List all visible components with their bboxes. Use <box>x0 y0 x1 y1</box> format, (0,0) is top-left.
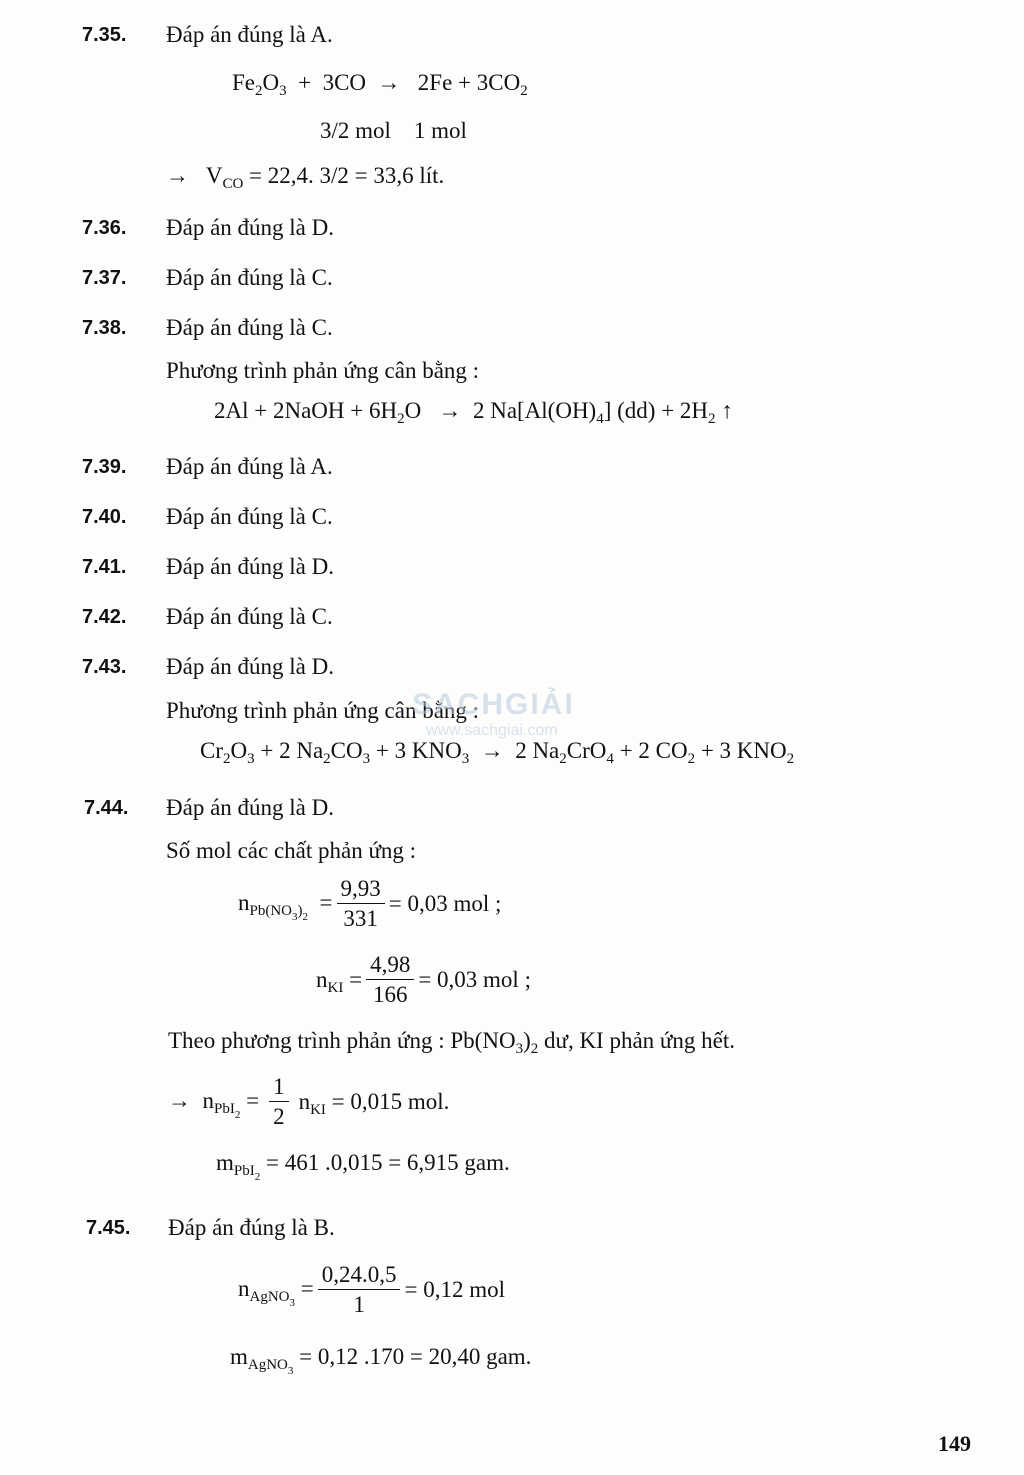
n-pbno32-line: $n_{Pb(NO_3)_2}$ = $\frac{9,93}{331}$ = 0,03 mol ; <box>238 876 502 932</box>
answer-text: Đáp án đúng là C. <box>166 504 333 529</box>
mol-line: 3/2 mol 1 mol <box>320 118 467 143</box>
equation-fe2o3-co: $Fe_2O_3 + 3CO \to 2Fe + 3CO_2$ <box>232 70 528 99</box>
answer-text: Đáp án đúng là A. <box>166 22 333 47</box>
m-agno3-line: $m_{AgNO_3} = 0,12$ .170 = 20,40 gam. <box>230 1344 532 1377</box>
pb-denominator: 331 <box>343 906 378 932</box>
ki-denominator: 166 <box>372 982 408 1008</box>
item-number: 7.39. <box>82 456 127 478</box>
m-pbi2-line: $m_{PbI_2} = 461$ .0,015 = 6,915 gam. <box>216 1150 510 1183</box>
answer-text: Đáp án đúng là D. <box>166 795 334 820</box>
item-number: 7.36. <box>82 217 127 239</box>
item-number: 7.44. <box>84 797 129 819</box>
item-number: 7.41. <box>82 556 127 578</box>
watermark <box>412 688 575 740</box>
answer-text: Đáp án đúng là C. <box>166 265 333 290</box>
ki-numerator: 4,98 <box>366 952 414 980</box>
answer-text: Đáp án đúng là D. <box>166 654 334 679</box>
agno3-denominator: 1 <box>353 1292 365 1318</box>
equation-intro: Phương trình phản ứng cân bằng : <box>166 358 480 383</box>
equation-cr2o3: $Cr_2O_3 + 2$ $Na_2CO_3 + 3$ $KNO_3 \to 2$ $Na_2CrO_4 + 2$ $CO_2 + 3$ $KNO_2$ <box>200 738 795 767</box>
answer-text: Đáp án đúng là D. <box>166 215 334 240</box>
theo-text-a: Theo phương trình phản ứng : Pb(NO <box>168 1028 516 1053</box>
pb-numerator: 9,93 <box>337 876 385 904</box>
item-number: 7.42. <box>82 606 127 628</box>
equation-intro: Phương trình phản ứng cân bằng : <box>166 698 480 723</box>
item-number: 7.37. <box>82 267 127 289</box>
theo-text-b: dư, KI phản ứng hết. <box>538 1028 735 1053</box>
answer-text: Đáp án đúng là D. <box>166 554 334 579</box>
item-number: 7.43. <box>82 656 127 678</box>
pbi2-result: = 0,015 mol. <box>331 1088 450 1114</box>
watermark-url: www.sachgiai.com <box>426 722 558 739</box>
equation-al-naoh: 2Al + 2NaOH + $6H_2O \to 2$ $Na[Al(OH)_4] (dd) + 2H_2$ ↑ <box>214 398 733 427</box>
n-agno3-line: $n_{AgNO_3}$ = $\frac{0,24.0,5}{1}$ = 0,12 mol <box>238 1262 505 1318</box>
answer-text: Đáp án đúng là A. <box>166 454 333 479</box>
agno3-numerator: 0,24.0,5 <box>318 1262 401 1290</box>
item-number: 7.38. <box>82 317 127 339</box>
m-pbi2-result: = 461 .0,015 = 6,915 gam. <box>265 1150 510 1175</box>
answer-text: Đáp án đúng là C. <box>166 604 333 629</box>
m-agno3-result: = 0,12 .170 = 20,40 gam. <box>299 1344 532 1369</box>
n-pbi2-line: → $n_{PbI_2}$ = $\frac{1}{2}$ $n_{KI} = 0,015$ mol. <box>168 1074 450 1130</box>
item-number: 7.40. <box>82 506 127 528</box>
answer-text: Đáp án đúng là C. <box>166 315 333 340</box>
theo-line: Theo phương trình phản ứng : $Pb(NO_3)_2$ dư, KI phản ứng hết. <box>168 1028 735 1057</box>
item-number: 7.35. <box>82 24 127 46</box>
half-numerator: 1 <box>269 1074 289 1102</box>
mol-intro: Số mol các chất phản ứng : <box>166 838 417 863</box>
n-ki-line: $n_{KI}$ = $\frac{4,98}{166}$ = 0,03 mol ; <box>316 952 531 1008</box>
pb-result: = 0,03 mol ; <box>388 890 502 916</box>
watermark-logo: SACHGIẢI <box>412 688 575 721</box>
answer-text: Đáp án đúng là B. <box>168 1215 335 1240</box>
page-number: 149 <box>938 1431 971 1456</box>
v-co-line: → $V_{CO} = 22,4$. 3/2 = 33,6 lít. <box>166 163 445 192</box>
agno3-n-result: = 0,12 mol <box>404 1276 505 1302</box>
ki-result: = 0,03 mol ; <box>418 966 531 992</box>
half-denominator: 2 <box>273 1104 285 1130</box>
item-number: 7.45. <box>86 1217 131 1239</box>
v-co-result: = 22,4. 3/2 = 33,6 lít. <box>249 163 445 188</box>
